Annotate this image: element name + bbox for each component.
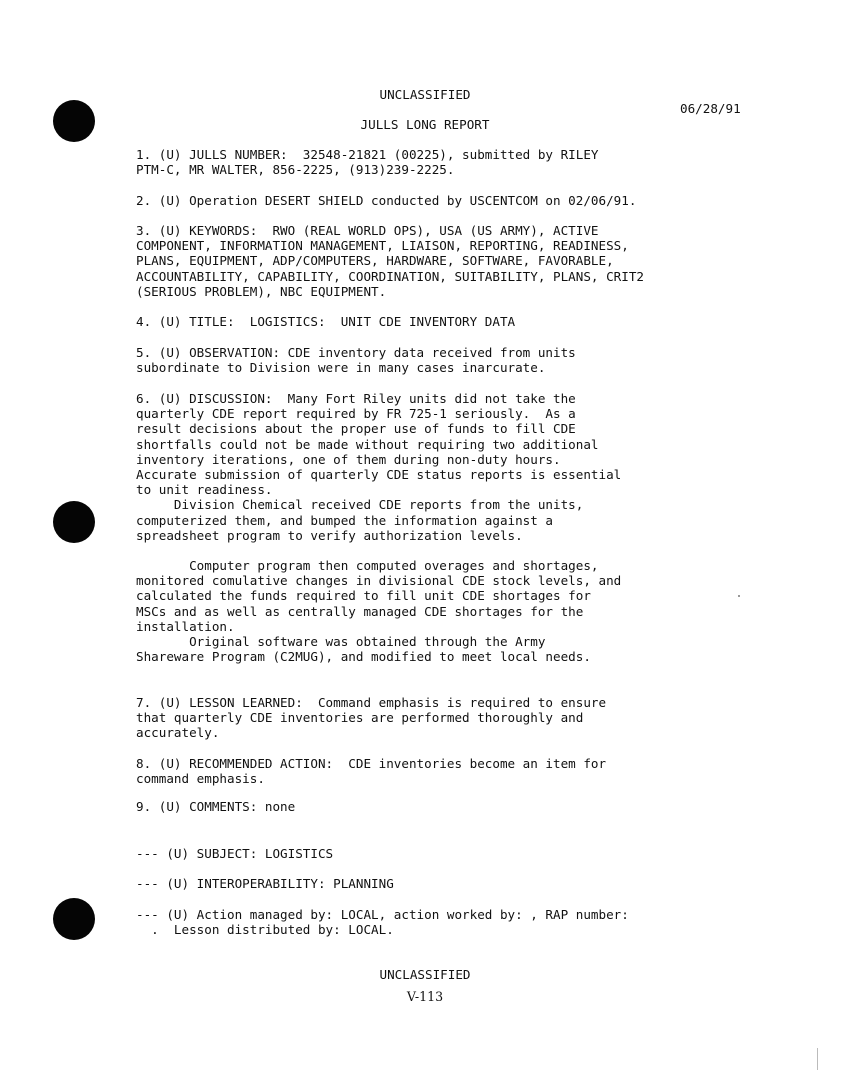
report-date: 06/28/91 <box>680 101 741 116</box>
paragraph-discussion-continued: Computer program then computed overages and shortages, monitored comulative changes in divisional CDE stock levels, and calculated the funds required to fill unit CDE shortages for MSCs and as well as centrally managed CDE shortages for the installation. Original software was obtained through the Army Shareware Program (C2MUG), and modified to meet local needs. <box>136 558 622 665</box>
paragraph-discussion: 6. (U) DISCUSSION: Many Fort Riley units did not take the quarterly CDE report required by FR 725-1 seriously. As a result decisions about the proper use of funds to fill CDE shortfalls could not be made without requiring two additional inventory iterations, one of them during non-duty hours. Accurate submission of quarterly CDE status reports is essential to unit readiness. Division Chemical received CDE reports from the units, computerized them, and bumped the information against a spreadsheet program to verify authorization levels. <box>136 391 622 543</box>
binder-hole-bottom <box>53 898 95 940</box>
paragraph-julls-number: 1. (U) JULLS NUMBER: 32548-21821 (00225), submitted by RILEY PTM-C, MR WALTER, 856-2225, (913)239-2225. <box>136 147 599 178</box>
paragraph-title: 4. (U) TITLE: LOGISTICS: UNIT CDE INVENTORY DATA <box>136 314 516 329</box>
paragraph-comments: 9. (U) COMMENTS: none <box>136 799 296 814</box>
footer-classification: UNCLASSIFIED <box>379 967 471 982</box>
header-classification: UNCLASSIFIED <box>379 87 471 102</box>
page-number: V-113 <box>406 989 444 1004</box>
line-subject: --- (U) SUBJECT: LOGISTICS <box>136 846 334 861</box>
paragraph-keywords: 3. (U) KEYWORDS: RWO (REAL WORLD OPS), USA (US ARMY), ACTIVE COMPONENT, INFORMATION MANAGEMENT, LIAISON, REPORTING, READINESS, PLANS, EQUIPMENT, ADP/COMPUTERS, HARDWARE, SOFTWARE, FAVORABLE, ACCOUNTABILITY, CAPABILITY, COORDINATION, SUITABILITY, PLANS, CRIT2 (SERIOUS PROBLEM), NBC EQUIPMENT. <box>136 223 644 299</box>
scan-artifact-dot <box>738 595 740 597</box>
paragraph-observation: 5. (U) OBSERVATION: CDE inventory data received from units subordinate to Division were in many cases inarcurate. <box>136 345 576 376</box>
paragraph-recommended-action: 8. (U) RECOMMENDED ACTION: CDE inventories become an item for command emphasis. <box>136 756 607 787</box>
paragraph-lesson-learned: 7. (U) LESSON LEARNED: Command emphasis is required to ensure that quarterly CDE inventories are performed thoroughly and accurately. <box>136 695 607 741</box>
binder-hole-middle <box>53 501 95 543</box>
scan-artifact-line <box>817 1048 818 1070</box>
report-title: JULLS LONG REPORT <box>360 117 490 132</box>
line-interoperability: --- (U) INTEROPERABILITY: PLANNING <box>136 876 394 891</box>
paragraph-operation: 2. (U) Operation DESERT SHIELD conducted by USCENTCOM on 02/06/91. <box>136 193 637 208</box>
line-action-managed: --- (U) Action managed by: LOCAL, action worked by: , RAP number: . Lesson distributed by: LOCAL. <box>136 907 629 938</box>
